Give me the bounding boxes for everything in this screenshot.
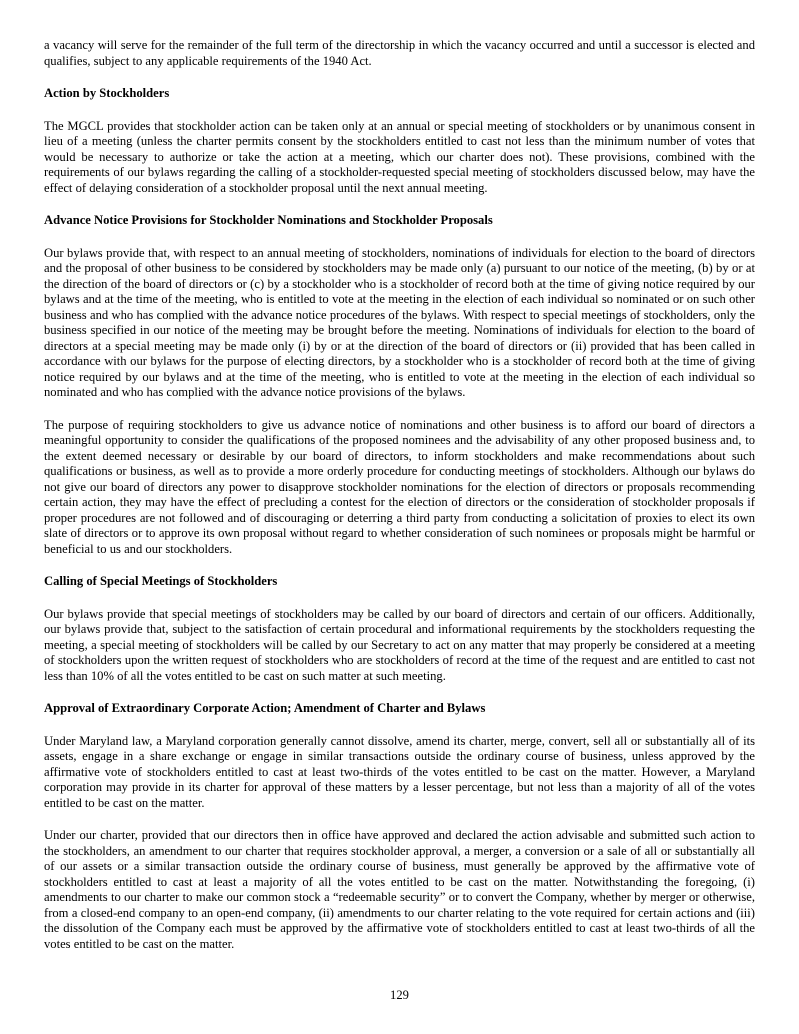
body-paragraph-special-meetings: Our bylaws provide that special meetings of stockholders may be called by our board of directors and certain of our officers. Additionally, our bylaws provide that, subject to the satisfaction of certain procedural and informational requirements by the stockholders requesting the meeting, a special meeting of stockholders will be called by our Secretary to act on any matter that may properly be considered at a meeting of stockholders upon the written request of stockholders who are stockholders of record at the time of the request and are entitled to cast not less than 10% of all the votes entitled to be cast on such matter at such meeting. bbox=[44, 606, 755, 683]
body-paragraph-mgcl-provisions: The MGCL provides that stockholder action can be taken only at an annual or special meeting of stockholders or by unanimous consent in lieu of a meeting (unless the charter permits consent by the stockholders entitled to cast not less than the minimum number of votes that would be necessary to authorize or take the action at a meeting, which our charter does not). These provisions, combined with the requirements of our bylaws regarding the calling of a stockholder-requested special meeting of stockholders discussed below, may have the effect of delaying consideration of a stockholder proposal until the next annual meeting. bbox=[44, 118, 755, 195]
section-heading-action-by-stockholders: Action by Stockholders bbox=[44, 86, 170, 100]
body-paragraph-vacancy-continuation: a vacancy will serve for the remainder of the full term of the directorship in which the vacancy occurred and until a successor is elected and qualifies, subject to any applicable requirements of the 1940 Act. bbox=[44, 38, 755, 68]
body-paragraph-advance-notice-purpose: The purpose of requiring stockholders to give us advance notice of nominations and other business is to afford our board of directors a meaningful opportunity to consider the qualifications of the proposed nominees and the advisability of any other proposed business and, to the extent deemed necessary or desirable by our board of directors, to inform stockholders and make recommendations about such qualifications or business, as well as to provide a more orderly procedure for conducting meetings of stockholders. Although our bylaws do not give our board of directors any power to disapprove stockholder nominations for the election of directors or proposals recommending certain action, they may have the effect of precluding a contest for the election of directors or the consideration of stockholder proposals if proper procedures are not followed and of discouraging or deterring a third party from conducting a solicitation of proxies to elect its own slate of directors or to approve its own proposal without regard to whether consideration of such nominees or proposals might be harmful or beneficial to us and our stockholders. bbox=[44, 417, 755, 556]
section-heading-approval-extraordinary-action: Approval of Extraordinary Corporate Action; Amendment of Charter and Bylaws bbox=[44, 701, 486, 715]
page-number: 129 bbox=[390, 988, 409, 1002]
body-paragraph-maryland-law: Under Maryland law, a Maryland corporation generally cannot dissolve, amend its charter, merge, convert, sell all or substantially all of its assets, engage in a share exchange or engage in similar transactions outside the ordinary course of business, unless approved by the affirmative vote of stockholders entitled to cast at least two-thirds of the votes entitled to be cast on the matter. However, a Maryland corporation may provide in its charter for approval of these matters by a lesser percentage, but not less than a majority of all of the votes entitled to be cast on the matter. bbox=[44, 733, 755, 810]
body-paragraph-charter-approval: Under our charter, provided that our directors then in office have approved and declared the action advisable and submitted such action to the stockholders, an amendment to our charter that requires stockholder approval, a merger, a conversion or a sale of all or substantially all of our assets or a similar transaction outside the ordinary course of business, must generally be approved by the affirmative vote of stockholders entitled to cast at least a majority of all the votes entitled to be cast on the matter. Notwithstanding the foregoing, (i) amendments to our charter to make our common stock a “redeemable security” or to convert the Company, whether by merger or otherwise, from a closed-end company to an open-end company, (ii) amendments to our charter relating to the vote required for certain actions and (iii) the dissolution of the Company each must be approved by the affirmative vote of stockholders entitled to cast at least two-thirds of all the votes entitled to be cast on the matter. bbox=[44, 828, 755, 951]
section-heading-advance-notice-provisions: Advance Notice Provisions for Stockholder Nominations and Stockholder Proposals bbox=[44, 213, 493, 227]
section-heading-calling-special-meetings: Calling of Special Meetings of Stockholders bbox=[44, 574, 278, 588]
body-paragraph-bylaws-annual-meeting: Our bylaws provide that, with respect to an annual meeting of stockholders, nominations of individuals for election to the board of directors and the proposal of other business to be considered by stockholders may be made only (a) pursuant to our notice of the meeting, (b) by or at the direction of the board of directors or (c) by a stockholder who is a stockholder of record both at the time of giving notice required by our bylaws and at the time of the meeting, who is entitled to vote at the meeting in the election of each individual so nominated or on such other business and who has complied with the advance notice procedures of the bylaws. With respect to special meetings of stockholders, only the business specified in our notice of the meeting may be brought before the meeting. Nominations of individuals for election to the board of directors at a special meeting may be made only (i) by or at the direction of the board of directors or (ii) provided that has been called in accordance with our bylaws for the purpose of electing directors, by a stockholder who is a stockholder of record both at the time of giving notice required by our bylaws and at the time of the meeting, who is entitled to vote at the meeting in the election of each individual so nominated and who has complied with the advance notice provisions of the bylaws. bbox=[44, 245, 755, 399]
document-body bbox=[44, 38, 755, 969]
